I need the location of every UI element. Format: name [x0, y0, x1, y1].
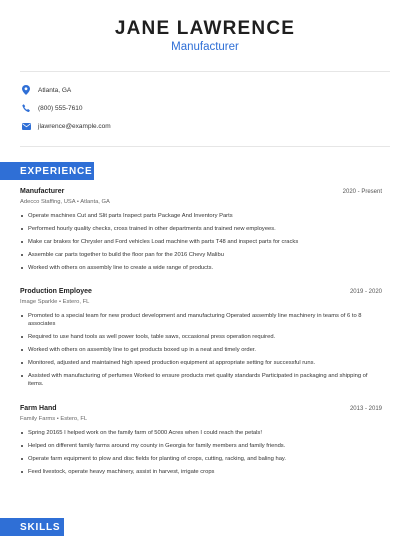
experience-entry — [20, 188, 382, 272]
bullet-item: Operate machines Cut and Slit parts Inspect parts Package And Inventory Parts — [20, 212, 382, 220]
job-bullets — [20, 312, 382, 388]
job-header — [20, 188, 382, 198]
bullet-item: Monitored, adjusted and maintained high speed production equipment at appropriate setting for successful runs. — [20, 359, 382, 367]
bullet-item: Worked with others on assembly line to get products boxed up in a neat and timely order. — [20, 346, 382, 354]
experience-entry — [20, 288, 382, 388]
divider — [20, 146, 390, 147]
job-dates: 2019 - 2020 — [349, 289, 382, 295]
job-dates: 2020 - Present — [342, 189, 382, 195]
bullet-item: Worked with others on assembly line to create a wide range of products. — [20, 264, 382, 272]
job-company: Image Sparkle • Estero, FL — [20, 299, 90, 305]
bullet-item: Assisted with manufacturing of perfumes Worked to ensure products met quality standards Participated in packaging and shipping of items. — [20, 372, 382, 388]
bullet-item: Promoted to a special team for new product development and manufacturing Operated assembly line machinery in teams of 6 to 8 associates — [20, 312, 382, 328]
bullet-item: Performed hourly quality checks, cross trained in other departments and trained new employees. — [20, 225, 382, 233]
bullet-item: Make car brakes for Chrysler and Ford vehicles Load machine with parts T48 and inspect parts for cracks — [20, 238, 382, 246]
job-header — [20, 405, 382, 415]
contact-email — [20, 120, 320, 132]
section-skills-heading: SKILLS — [0, 518, 64, 536]
divider — [20, 71, 390, 72]
job-header — [20, 288, 382, 298]
contact-location — [20, 84, 320, 96]
job-bullets — [20, 212, 382, 272]
bullet-item: Feed livestock, operate heavy machinery, assist in harvest, irrigate crops — [20, 468, 382, 476]
phone-text[interactable]: (800) 555-7610 — [38, 104, 83, 112]
job-bullets — [20, 429, 382, 476]
map-pin-icon — [20, 84, 32, 96]
job-company: Adecco Staffing, USA • Atlanta, GA — [20, 199, 110, 205]
section-experience-heading: EXPERIENCE — [0, 162, 94, 180]
bullet-item: Operate farm equipment to plow and disc fields for planting of crops, cutting, racking, and baling hay. — [20, 455, 382, 463]
job-dates: 2013 - 2019 — [349, 406, 382, 412]
bullet-item: Assemble car parts together to build the floor pan for the 2016 Chevy Malibu — [20, 251, 382, 259]
location-text: Atlanta, GA — [38, 86, 72, 94]
email-text[interactable]: jlawrence@example.com — [38, 122, 111, 130]
job-title: Manufacturer — [171, 41, 239, 53]
job-position: Farm Hand — [20, 405, 57, 412]
job-position: Manufacturer — [20, 188, 65, 195]
bullet-item: Spring 20165 I helped work on the family farm of 5000 Acres when I could reach the petals! — [20, 429, 382, 437]
bullet-item: Helped on different family farms around my county in Georgia for family members and family friends. — [20, 442, 382, 450]
candidate-name: JANE LAWRENCE — [114, 18, 296, 39]
envelope-icon — [20, 120, 32, 132]
bullet-item: Required to use hand tools as well power tools, table saws, occasional press operation required. — [20, 333, 382, 341]
phone-icon — [20, 102, 32, 114]
job-position: Production Employee — [20, 288, 92, 295]
job-company: Family Farms • Estero, FL — [20, 416, 88, 422]
experience-entry — [20, 405, 382, 476]
contact-phone — [20, 102, 320, 114]
